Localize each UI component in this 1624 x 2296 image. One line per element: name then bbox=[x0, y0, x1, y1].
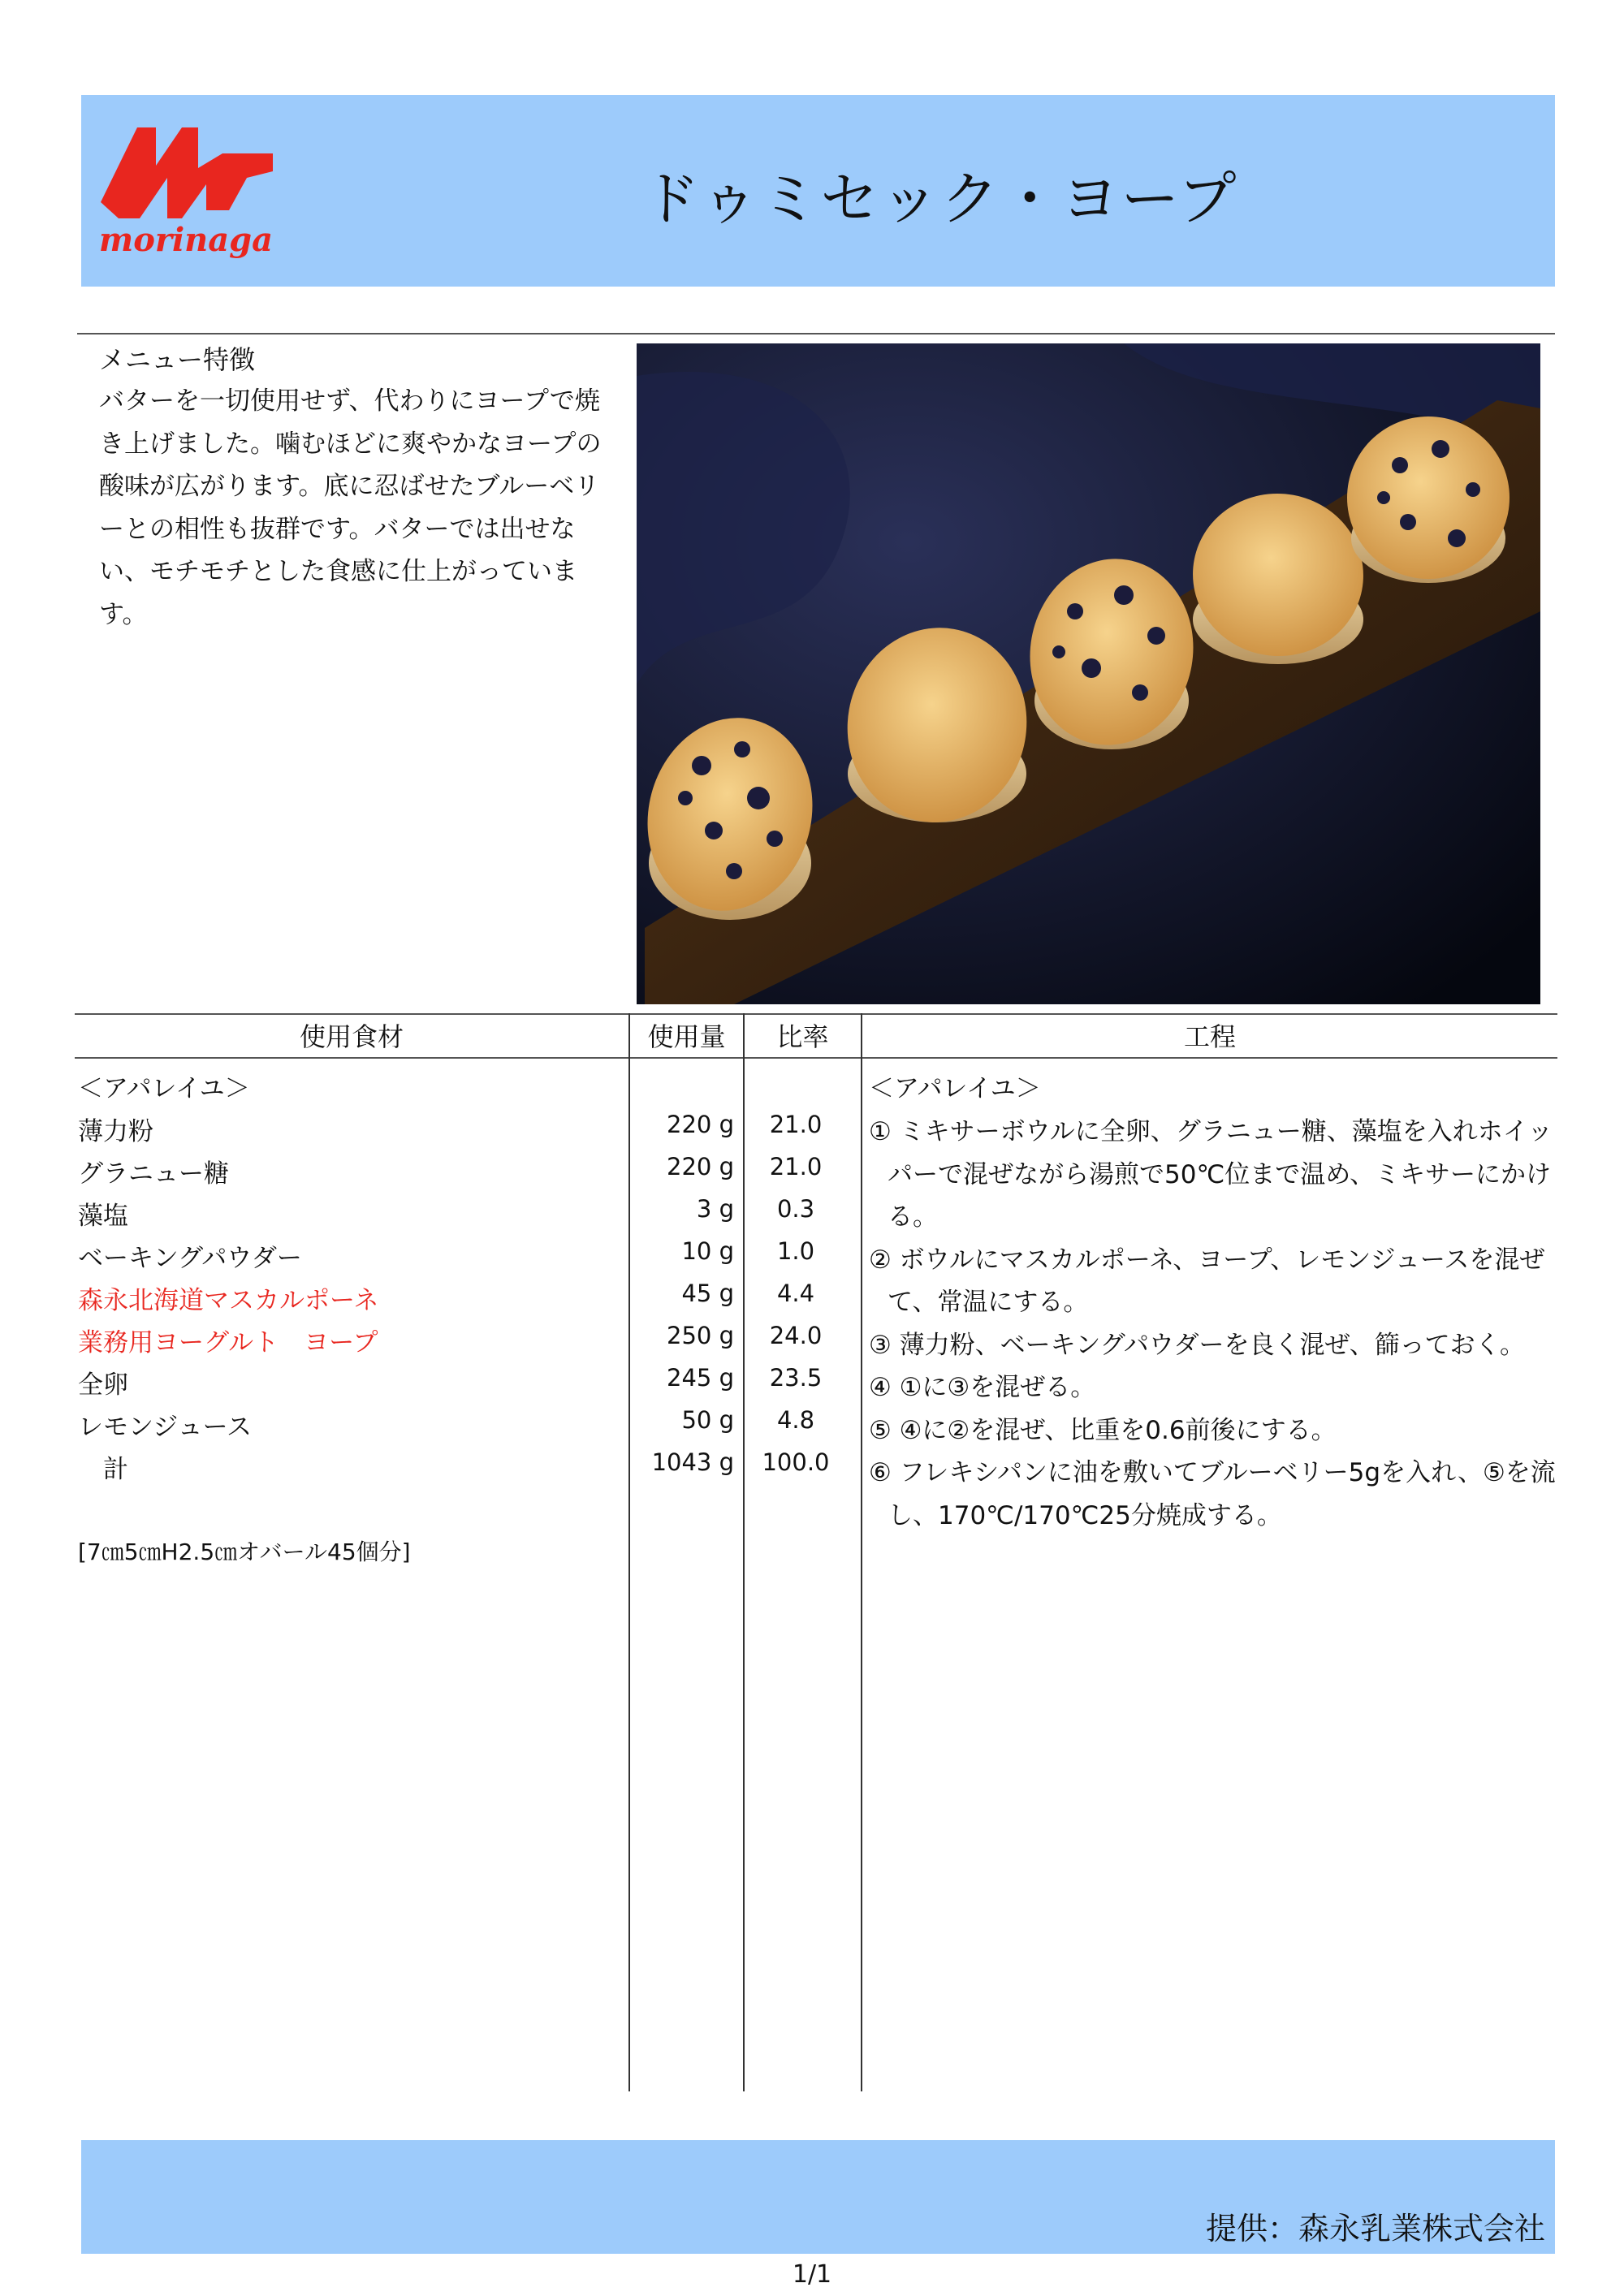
footer-credit: 提供：森永乳業株式会社 bbox=[1205, 2211, 1545, 2246]
header-ratio: 比率 bbox=[776, 1021, 829, 1052]
brand-wordmark: morinaga bbox=[98, 221, 274, 259]
ingredient-amount: 3 g bbox=[696, 1195, 734, 1223]
feature-description: バターを一切使用せず、代わりにヨープで焼き上げました。噛むほどに爽やかなヨープの酸味が広がります。底に忍ばせたブルーベリーとの相性も抜群です。バターでは出せない、モチモチとした食感に仕上がっています。 bbox=[99, 386, 602, 629]
ingredient-name: 薄力粉 bbox=[78, 1117, 153, 1146]
ingredient-ratio: 21.0 bbox=[769, 1153, 823, 1180]
ingredient-amount: 245 g bbox=[667, 1364, 734, 1392]
ingredient-ratio: 4.8 bbox=[776, 1406, 815, 1434]
cake-illustration bbox=[637, 343, 1540, 1004]
table-top-rule bbox=[75, 1013, 1557, 1015]
ingredient-name: 藻塩 bbox=[78, 1202, 128, 1231]
ingredient-amount: 45 g bbox=[681, 1280, 734, 1307]
process-step: ② ボウルにマスカルポーネ、ヨープ、レモンジュースを混ぜて、常温にする。 bbox=[869, 1245, 1545, 1317]
top-rule bbox=[77, 333, 1555, 334]
ingredient-amount: 220 g bbox=[667, 1153, 734, 1180]
total-amount: 1043 g bbox=[651, 1448, 734, 1476]
ingredient-name: 全卵 bbox=[78, 1370, 128, 1400]
header-ingredients: 使用食材 bbox=[299, 1021, 404, 1052]
header-amount: 使用量 bbox=[647, 1021, 726, 1052]
yield-note: [7㎝5㎝H2.5㎝オバール45個分] bbox=[78, 1539, 411, 1565]
header-banner bbox=[81, 95, 1555, 287]
ingredient-ratio: 21.0 bbox=[769, 1111, 823, 1138]
cake-5 bbox=[1347, 416, 1510, 583]
total-label: 計 bbox=[78, 1455, 128, 1484]
ingredient-ratio: 1.0 bbox=[776, 1237, 815, 1265]
ingredient-section: ＜アパレイユ＞ bbox=[78, 1074, 250, 1103]
ingredient-amount: 220 g bbox=[667, 1111, 734, 1138]
column-divider-1 bbox=[628, 1013, 630, 2091]
page-title: ドゥミセック・ヨープ bbox=[641, 165, 1238, 233]
process-step: ① ミキサーボウルに全卵、グラニュー糖、藻塩を入れホイッパーで混ぜながら湯煎で50℃位まで温め、ミキサーにかける。 bbox=[869, 1117, 1553, 1232]
process-step: ⑥ フレキシパンに油を敷いてブルーベリー5gを入れ、⑤を流し、170℃/170℃25分焼成する。 bbox=[869, 1458, 1556, 1530]
ingredient-name-highlight: 森永北海道マスカルポーネ bbox=[78, 1286, 379, 1315]
ingredient-ratio: 23.5 bbox=[769, 1364, 823, 1392]
table-header-rule bbox=[75, 1057, 1557, 1059]
product-photo bbox=[637, 343, 1540, 1004]
ingredient-ratio: 4.4 bbox=[776, 1280, 815, 1307]
ingredient-amount: 250 g bbox=[667, 1322, 734, 1349]
page-number: 1/1 bbox=[792, 2260, 832, 2289]
process-section: ＜アパレイユ＞ bbox=[869, 1074, 1041, 1103]
feature-heading: メニュー特徴 bbox=[99, 344, 256, 375]
morinaga-logo bbox=[93, 121, 279, 267]
ingredient-name: グラニュー糖 bbox=[78, 1159, 229, 1189]
process-step: ⑤ ④に②を混ぜ、比重を0.6前後にする。 bbox=[869, 1415, 1337, 1445]
ingredient-ratio: 24.0 bbox=[769, 1322, 823, 1349]
process-step: ③ 薄力粉、ベーキングパウダーを良く混ぜ、篩っておく。 bbox=[869, 1330, 1525, 1360]
ingredient-name-highlight: 業務用ヨーグルト ヨープ bbox=[78, 1328, 378, 1357]
header-process: 工程 bbox=[1183, 1021, 1236, 1052]
ingredient-name: ベーキングパウダー bbox=[78, 1244, 302, 1273]
ingredient-name: レモンジュース bbox=[78, 1413, 253, 1442]
ingredient-ratio: 0.3 bbox=[776, 1195, 815, 1223]
column-divider-3 bbox=[861, 1013, 862, 2091]
process-steps bbox=[869, 1111, 1559, 1537]
footer-banner bbox=[81, 2140, 1555, 2254]
ingredient-amount: 50 g bbox=[681, 1406, 734, 1434]
total-ratio: 100.0 bbox=[762, 1448, 830, 1476]
process-step: ④ ①に③を混ぜる。 bbox=[869, 1373, 1096, 1402]
ingredient-amount: 10 g bbox=[681, 1237, 734, 1265]
